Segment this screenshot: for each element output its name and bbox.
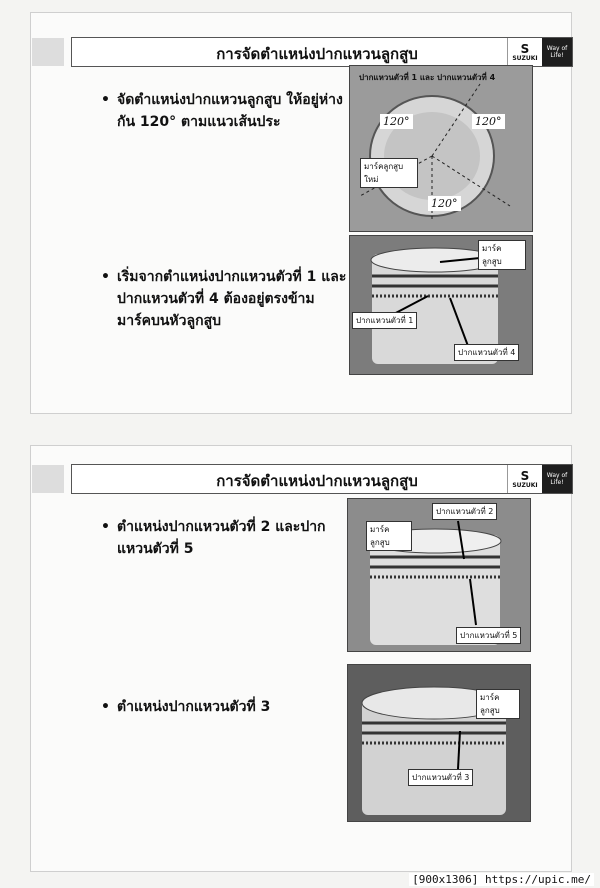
piston-crown-photo	[349, 65, 533, 232]
label-ring-1: ปากแหวนตัวที่ 1	[352, 312, 417, 329]
slide-1-title: การจัดตำแหน่งปากแหวนลูกสูบ	[216, 45, 418, 63]
label-ring-4: ปากแหวนตัวที่ 4	[454, 344, 519, 361]
bullet-2: • เริ่มจากตำแหน่งปากแหวนตัวที่ 1 และปากแหวนตัวที่ 4 ต้องอยู่ตรงข้ามมาร์คบนหัวลูกสูบ	[101, 269, 347, 329]
angle-bottom: 120°	[428, 196, 461, 211]
bullet-3: • ตำแหน่งปากแหวนตัวที่ 2 และปากแหวนตัวที่ 5	[101, 519, 326, 557]
angle-left: 120°	[380, 114, 413, 129]
angle-right: 120°	[472, 114, 505, 129]
slide-1	[30, 12, 572, 414]
way-of-life-tag: Way of Life!	[542, 465, 572, 493]
image-source-footer: [900x1306] https://upic.me/	[409, 873, 594, 886]
label-ring-3: ปากแหวนตัวที่ 3	[408, 769, 473, 786]
suzuki-brand: S SUZUKI	[507, 38, 542, 66]
piston-side-photo-3	[347, 664, 531, 822]
piston-side-photo-2	[347, 498, 531, 652]
label-piston-mark-2: มาร์ค ลูกสูบ	[478, 240, 526, 270]
label-ring-5: ปากแหวนตัวที่ 5	[456, 627, 521, 644]
slide-1-title-bar	[71, 37, 573, 67]
way-of-life-tag: Way of Life!	[542, 38, 572, 66]
bullet-4: • ตำแหน่งปากแหวนตัวที่ 3	[101, 699, 271, 715]
suzuki-brand: S SUZUKI	[507, 465, 542, 493]
suzuki-logo-icon	[32, 465, 64, 493]
label-piston-mark: มาร์คลูกสูบ ใหม่	[360, 158, 418, 188]
piston-side-photo-1	[349, 235, 533, 375]
label-rings-1-4: ปากแหวนตัวที่ 1 และ ปากแหวนตัวที่ 4	[359, 73, 496, 82]
label-ring-2: ปากแหวนตัวที่ 2	[432, 503, 497, 520]
label-piston-mark-4: มาร์ค ลูกสูบ	[476, 689, 520, 719]
slide-2	[30, 445, 572, 872]
slide-2-title: การจัดตำแหน่งปากแหวนลูกสูบ	[216, 472, 418, 490]
label-piston-mark-3: มาร์ค ลูกสูบ	[366, 521, 412, 551]
bullet-1: • จัดตำแหน่งปากแหวนลูกสูบ ให้อยู่ห่างกัน 120° ตามแนวเส้นประ	[101, 92, 343, 130]
slide-2-title-bar	[71, 464, 573, 494]
suzuki-logo-icon	[32, 38, 64, 66]
